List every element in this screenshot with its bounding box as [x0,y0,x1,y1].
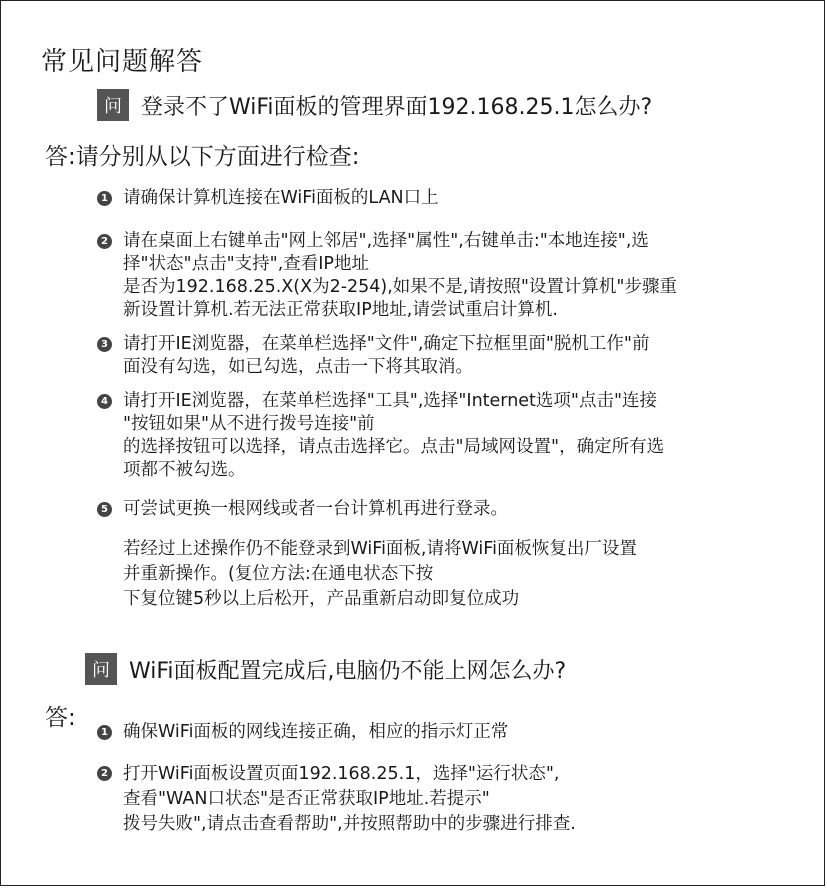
list-item [97,390,787,482]
list-item [97,721,787,744]
note-line: 下复位键5秒以上后松开，产品重新启动即复位成功 [123,589,520,609]
number-badge: 2 [97,766,112,781]
number-badge: 5 [97,502,112,517]
number-badge: 4 [97,394,112,409]
number-badge: 2 [97,234,112,249]
list-item [97,498,787,521]
item-line: 的选择按钮可以选择，请点击选择它。点击"局域网设置"，确定所有选 [123,437,665,457]
answer-2-label: 答: [45,705,76,731]
list-item [97,187,787,210]
answer-2-list [97,721,787,837]
item-line: 项都不被勾选。 [123,460,246,480]
question-2-text: WiFi面板配置完成后,电脑仍不能上网怎么办? [129,658,567,684]
answer-1-label: 答:请分别从以下方面进行检查: [45,144,360,170]
question-1 [97,89,652,121]
item-line: 确保WiFi面板的网线连接正确，相应的指示灯正常 [123,722,509,742]
item-line: "按钮如果"从不进行拨号连接"前 [123,414,375,434]
item-line: 是否为192.168.25.X(X为2-254),如果不是,请按照"设置计算机"步骤重 [123,277,677,297]
question-badge: 问 [97,89,129,121]
page-title: 常见问题解答 [41,47,204,77]
item-line: 打开WiFi面板设置页面192.168.25.1，选择"运行状态", [123,764,560,784]
item-line: 可尝试更换一根网线或者一台计算机再进行登录。 [123,499,508,519]
item-line: 请打开IE浏览器，在菜单栏选择"文件",确定下拉框里面"脱机工作"前 [123,334,650,354]
list-item [97,333,787,379]
number-badge: 1 [97,191,112,206]
item-line: 择"状态"点击"支持",查看IP地址 [123,254,369,274]
item-line: 请确保计算机连接在WiFi面板的LAN口上 [123,188,439,208]
number-badge: 1 [97,725,112,740]
item-line: 面没有勾选，如已勾选，点击一下将其取消。 [123,357,473,377]
number-badge: 3 [97,337,112,352]
item-line: 拨号失败",请点击查看帮助",并按照帮助中的步骤进行排查. [123,814,576,834]
list-item [97,762,787,837]
question-1-text: 登录不了WiFi面板的管理界面192.168.25.1怎么办? [141,94,653,120]
item-line: 新设置计算机.若无法正常获取IP地址,请尝试重启计算机. [123,300,558,320]
question-2 [85,653,566,685]
reset-note [123,537,637,612]
item-line: 查看"WAN口状态"是否正常获取IP地址.若提示" [123,789,490,809]
note-line: 并重新操作。(复位方法:在通电状态下按 [123,564,434,584]
list-item [97,230,787,322]
item-line: 请在桌面上右键单击"网上邻居",选择"属性",右键单击:"本地连接",选 [123,231,649,251]
item-line: 请打开IE浏览器，在菜单栏选择"工具",选择"Internet选项"点击"连接 [123,391,658,411]
note-line: 若经过上述操作仍不能登录到WiFi面板,请将WiFi面板恢复出厂设置 [123,539,637,559]
answer-1-list [97,187,787,521]
question-badge: 问 [85,653,117,685]
